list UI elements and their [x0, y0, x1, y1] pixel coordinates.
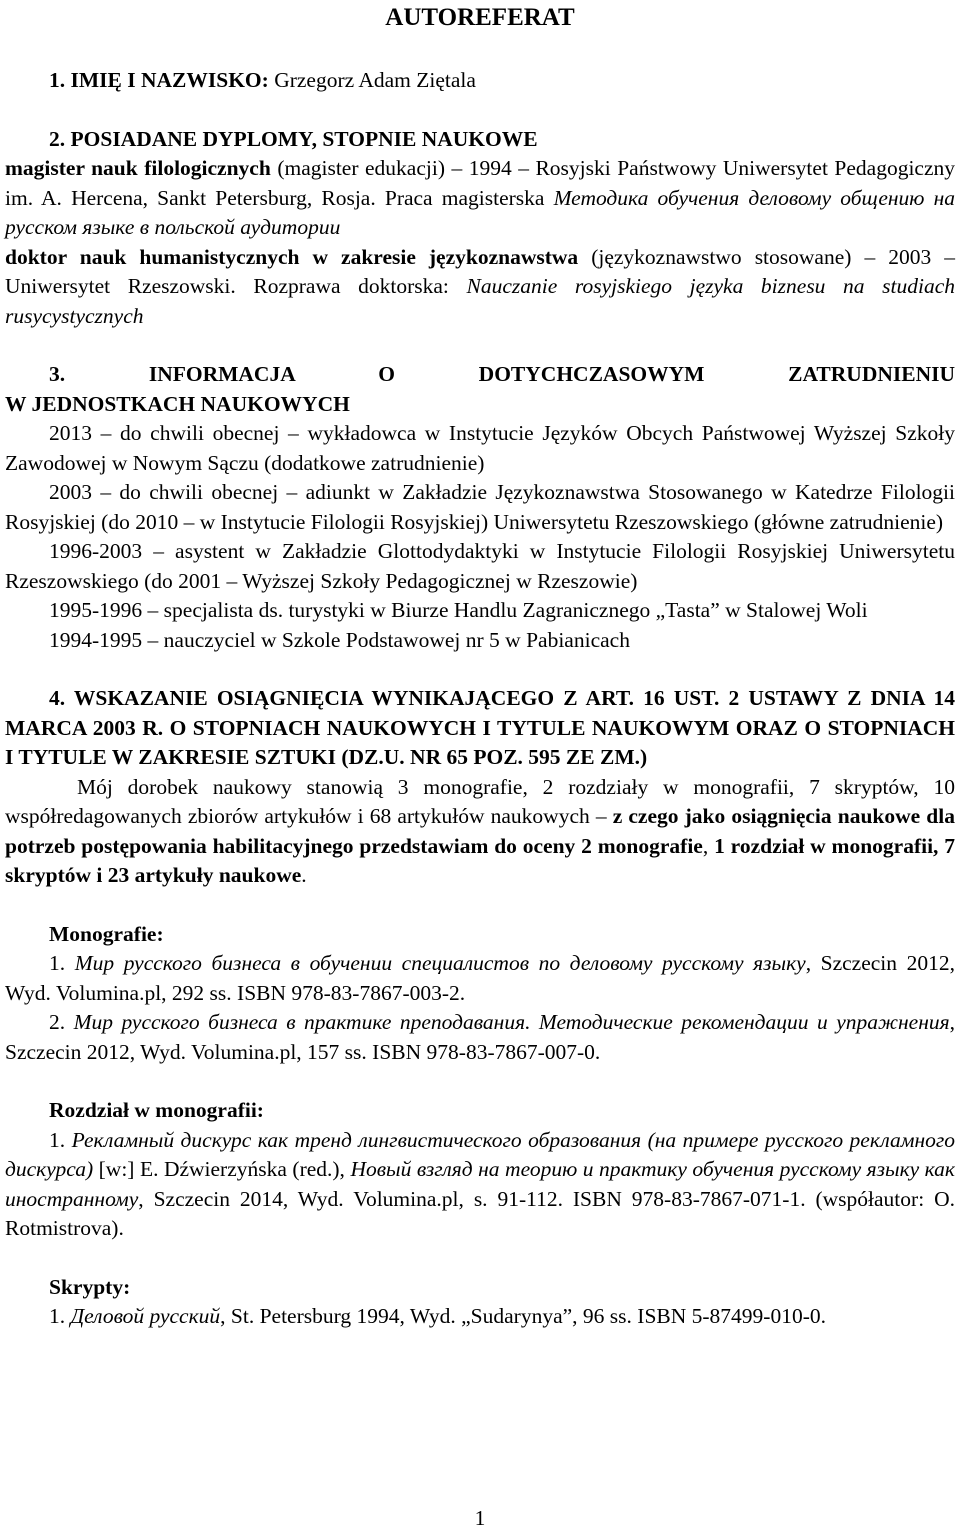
monograph-item	[5, 1008, 955, 1067]
job-entry: 1996-2003 – asystent w Zakładzie Glottodydaktyki w Instytucie Filologii Rosyjskiej Uniwersytetu Rzeszowskiego (do 2001 – Wyższej Szkoły Pedagogicznej w Rzeszowie)	[5, 539, 955, 593]
monograph-title: Мир русского бизнеса в практике преподавания. Методические рекомендации и упражнения	[73, 1010, 950, 1034]
section-4	[5, 684, 955, 891]
intro-bold-b: 1 rozdział w monografii, 7 skryptów i 23 artykuły naukowe	[5, 833, 956, 887]
chapter-editor: [w:] E. Dźwierzyńska (red.),	[93, 1157, 351, 1181]
scripts-heading: Skrypty:	[49, 1274, 131, 1299]
chapter-book-title: Новый взгляд на теорию и практику обучения русскому языку как иностранному	[5, 1157, 955, 1211]
master-degree-text: (magister edukacji) – 1994 – Rosyjski Państwowy Uniwersytet Pedagogiczny im. A. Hercena, Sankt Petersburg, Rosja. Praca magisterska	[5, 156, 956, 210]
scripts-section	[5, 1273, 955, 1332]
monograph-details: , Szczecin 2012, Wyd. Volumina.pl, 157 ss. ISBN 978-83-7867-007-0.	[5, 1010, 955, 1064]
intro-comma: ,	[702, 833, 709, 858]
doctor-degree-text: (językoznawstwo stosowane) – 2003 – Uniwersytet Rzeszowski. Rozprawa doktorska:	[5, 244, 955, 298]
script-details: , St. Petersburg 1994, Wyd. „Sudarynya”, 96 ss. ISBN 5-87499-010-0.	[220, 1304, 826, 1328]
section-1-heading: 1. IMIĘ I NAZWISKO:	[49, 68, 269, 92]
chapter-section	[5, 1096, 955, 1244]
job-entry: 2003 – do chwili obecnej – adiunkt w Zakładzie Językoznawstwa Stosowanego w Katedrze Filologii Rosyjskiej (do 2010 – w Instytucie Filologii Rosyjskiej) Uniwersytetu Rzeszowskiego (główne zatrudnienie)	[5, 480, 955, 534]
section-3-heading-cont: W JEDNOSTKACH NAUKOWYCH	[5, 391, 350, 416]
chapter-heading: Rozdział w monografii:	[49, 1098, 264, 1122]
job-entry: 2013 – do chwili obecnej – wykładowca w Instytucie Języków Obcych Państwowej Wyższej Szkoły Zawodowej w Nowym Sączu (dodatkowe zatrudnienie)	[5, 421, 955, 475]
monograph-number: 1.	[49, 951, 66, 975]
monographs-heading: Monografie:	[49, 921, 164, 946]
section-3	[5, 360, 955, 655]
script-title: Деловой русский	[70, 1304, 221, 1328]
section-1	[5, 66, 955, 96]
chapter-item	[5, 1126, 955, 1244]
intro-bold-a: z czego jako osiągnięcia naukowe dla potrzeb postępowania habilitacyjnego przedstawiam do oceny 2 monografie	[5, 804, 955, 858]
monographs-section	[5, 920, 955, 1068]
section-2-doctor	[5, 243, 955, 332]
monograph-item	[5, 949, 955, 1008]
section-2-master	[5, 154, 955, 243]
intro-plain: Mój dorobek naukowy stanowią 3 monografie, 2 rozdziały w monografii, 7 skryptów, 10 współredagowanych zbiorów artykułów i 68 artykułów naukowych –	[5, 774, 955, 828]
job-entry: 1994-1995 – nauczyciel w Szkole Podstawowej nr 5 w Pabianicach	[49, 627, 630, 652]
chapter-number: 1.	[49, 1127, 66, 1152]
page-number: 1	[474, 1506, 486, 1530]
section-2	[5, 125, 955, 332]
document-title: AUTOREFERAT	[385, 4, 575, 31]
doctor-thesis-title: Nauczanie rosyjskiego języka biznesu na studiach rusycystycznych	[5, 274, 955, 328]
script-number: 1.	[49, 1304, 66, 1328]
chapter-details: , Szczecin 2014, Wyd. Volumina.pl, s. 91-112. ISBN 978-83-7867-071-1. (współautor: O. Rotmistrova).	[5, 1186, 955, 1240]
chapter-title: Рекламный дискурс как тренд лингвистического образования (на примере русского рекламного дискурса)	[5, 1127, 956, 1181]
master-thesis-title: Методика обучения деловому общению на русском языке в польской аудитории	[5, 185, 955, 239]
section-3-heading: 3. INFORMACJA O DOTYCHCZASOWYM ZATRUDNIENIU	[49, 362, 955, 386]
section-4-heading: 4. WSKAZANIE OSIĄGNIĘCIA WYNIKAJĄCEGO Z ART. 16 UST. 2 USTAWY Z DNIA 14 MARCA 2003 R. O STOPNIACH NAUKOWYCH I TYTULE NAUKOWYM ORAZ O STOPNIACH I TYTULE W ZAKRESIE SZTUKI (DZ.U. NR 65 POZ. 595 ZE ZM.)	[5, 686, 955, 769]
section-1-value: Grzegorz Adam Ziętala	[274, 68, 476, 92]
section-4-intro	[5, 773, 955, 891]
master-degree-title: magister nauk filologicznych	[5, 156, 271, 180]
section-2-heading: 2. POSIADANE DYPLOMY, STOPNIE NAUKOWE	[49, 126, 538, 151]
monograph-number: 2.	[49, 1010, 66, 1034]
monograph-details: , Szczecin 2012, Wyd. Volumina.pl, 292 ss. ISBN 978-83-7867-003-2.	[5, 951, 955, 1005]
monograph-title: Мир русского бизнеса в обучении специалистов по деловому русскому языку	[74, 951, 806, 975]
job-entry: 1995-1996 – specjalista ds. turystyki w Biurze Handlu Zagranicznego „Tasta” w Stalowej Woli	[49, 598, 868, 622]
intro-end: .	[301, 863, 307, 887]
script-item	[5, 1302, 955, 1332]
doctor-degree-title: doktor nauk humanistycznych w zakresie językoznawstwa	[5, 244, 579, 269]
